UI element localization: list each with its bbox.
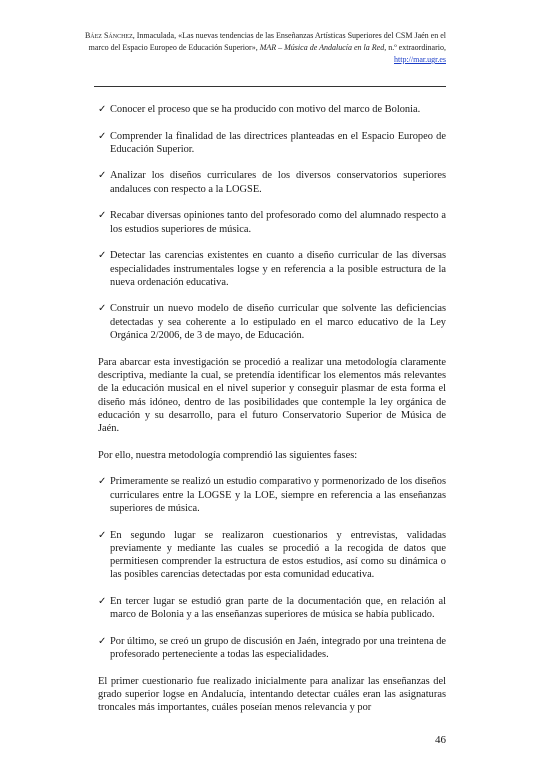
- list-item-text: En segundo lugar se realizaron cuestionarios y entrevistas, validadas previamente y mediante las cuales se procedió a la recogida de datos que permitiesen comprender la estructura de estos estudios, así como su dinámica o las posibles carencias detectadas por esta comunidad educativa.: [110, 529, 446, 581]
- list-item-text: En tercer lugar se estudió gran parte de la documentación que, en relación al marco de Bolonia y a las enseñanzas superiores de música se había publicado.: [110, 595, 446, 621]
- header-issue: , n.º extraordinario,: [384, 43, 446, 52]
- list-item-text: Recabar diversas opiniones tanto del profesorado como del alumnado respecto a los estudios superiores de música.: [110, 210, 446, 235]
- list-item-text: Primeramente se realizó un estudio comparativo y pormenorizado de los diseños curriculares entre la LOGSE y la LOE, siempre en referencia a las enseñanzas superiores de música.: [110, 476, 446, 514]
- list-item: [98, 249, 446, 289]
- checkmark-icon: ✓: [98, 130, 107, 142]
- checkmark-icon: ✓: [98, 250, 107, 262]
- checkmark-icon: ✓: [98, 170, 107, 182]
- checkmark-icon: ✓: [98, 303, 107, 315]
- list-item-text: Detectar las carencias existentes en cuanto a diseño curricular de las diversas especialidades instrumentales logse y en referencia a la posible estructura de la nueva ordenación educativa.: [110, 250, 446, 288]
- questionnaire-paragraph: El primer cuestionario fue realizado inicialmente para analizar las enseñanzas del grado superior logse en Andalucía, intentando detectar cuáles eran las asignaturas troncales más importantes, cuáles poseían menos relevancia y por: [98, 675, 446, 714]
- objectives-list: [98, 103, 446, 342]
- list-item: [98, 130, 446, 157]
- list-item: [98, 635, 446, 662]
- list-item: [98, 595, 446, 622]
- header-journal: MAR – Música de Andalucía en la Red: [259, 43, 385, 52]
- list-item: [98, 302, 446, 342]
- page-number: 46: [435, 734, 446, 746]
- list-item: [98, 529, 446, 582]
- phases-list: [98, 475, 446, 661]
- methodology-paragraph: Para abarcar esta investigación se procedió a realizar una metodología claramente descriptiva, mediante la cual, se pretendía identificar los elementos más relevantes de la educación musical en el nivel superior y conseguir plasmar de esta forma el diseño más idóneo, dentro de las posibilidades que contemple la ley orgánica de educación y su desarrollo, para el futuro Conservatorio Superior de Música de Jaén.: [98, 356, 446, 435]
- list-item-text: Conocer el proceso que se ha producido con motivo del marco de Bolonia.: [110, 104, 421, 115]
- list-item-text: Por último, se creó un grupo de discusión en Jaén, integrado por una treintena de profesorado perteneciente a todas las especialidades.: [110, 635, 446, 661]
- list-item-text: Comprender la finalidad de las directrices planteadas en el Espacio Europeo de Educación Superior.: [110, 130, 446, 155]
- list-item: [98, 209, 446, 236]
- list-item-text: Construir un nuevo modelo de diseño curricular que solvente las deficiencias detectadas y sea coherente a lo estipulado en el marco educativo de la Ley Orgánica 2/2006, de 3 de mayo, de Educación.: [110, 303, 446, 342]
- checkmark-icon: ✓: [98, 104, 107, 115]
- list-item: [98, 103, 446, 116]
- header-citation: , Inmaculada, «Las nuevas tendencias de las Enseñanzas Artísticas Superiores del CSM Jaén en el marco del Espacio Europeo de Educación Superior»,: [88, 31, 446, 52]
- main-content: [98, 103, 446, 728]
- header-divider: [94, 86, 446, 87]
- phases-intro: Por ello, nuestra metodología comprendió las siguientes fases:: [98, 449, 358, 461]
- list-item: [98, 475, 446, 515]
- checkmark-icon: ✓: [98, 529, 107, 541]
- checkmark-icon: ✓: [98, 210, 107, 222]
- list-item-text: Analizar los diseños curriculares de los diversos conservatorios superiores andaluces con respecto a la LOGSE.: [110, 170, 446, 195]
- list-item: [98, 169, 446, 196]
- checkmark-icon: ✓: [98, 476, 107, 488]
- checkmark-icon: ✓: [98, 635, 107, 647]
- header-link[interactable]: http://mar.ugr.es: [394, 55, 446, 64]
- checkmark-icon: ✓: [98, 595, 107, 607]
- header-author: Báez Sánchez: [84, 31, 133, 40]
- running-header: [70, 30, 446, 66]
